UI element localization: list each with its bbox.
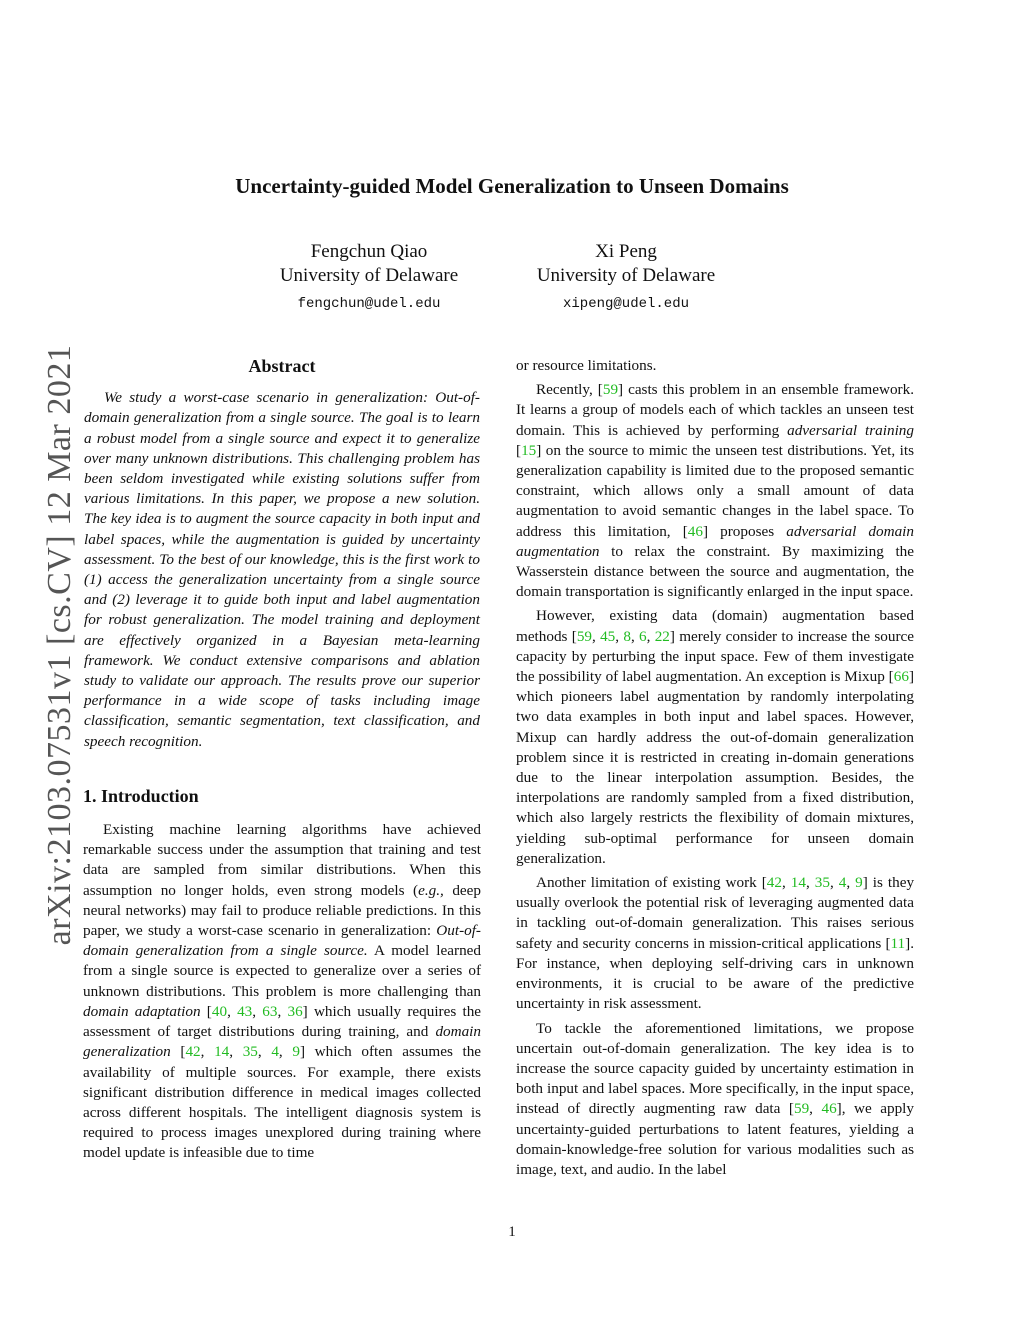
author-email: fengchun@udel.edu [297, 296, 441, 312]
citation-link[interactable]: 8 [623, 627, 631, 645]
citation-link[interactable]: 9 [292, 1043, 300, 1061]
citation-link[interactable]: 35 [814, 874, 830, 892]
author-block [516, 240, 736, 316]
citation-link[interactable]: 6 [639, 627, 647, 645]
citation-link[interactable]: 59 [793, 1100, 810, 1118]
intro-paragraph: Existing machine learning algorithms have achieved remarkable success under the assumption that training and test data are sampled from similar distributions. When this assumption no longer holds, even strong models (e.g., deep neural networks) may fail to produce reliable predictions. In this paper, we study a worst-case scenario in generalization: Out-of-domain generalization from a single source. A model learned from a single source is expected to generalize over a series of unknown distributions. This problem is more challenging than domain adaptation [40, 43, 63, 36] which usually requires the assessment of target distributions during training, and domain generalization [42, 14, 35, 4, 9] which often assumes the availability of multiple sources. For example, there exists significant distribution difference in medical images collected across different hospitals. The intelligent diagnosis system is required to process images unexplored during training where model update is infeasible due to time [83, 821, 482, 1162]
citation-link[interactable]: 59 [602, 381, 619, 399]
right-column [516, 356, 914, 1180]
paragraph: To tackle the aforementioned limitations, we propose uncertain out-of-domain generalization. The key idea is to increase the source capacity guided by uncertainty estimation in both input and label spaces. More specifically, in the input space, instead of directly augmenting raw data [59, 46], we apply uncertainty-guided perturbations to latent features, yielding a domain-knowledge-free solution for various modalities such as image, text, and audio. In the label [516, 1019, 914, 1178]
citation-link[interactable]: 14 [214, 1043, 230, 1061]
citation-link[interactable]: 9 [855, 874, 863, 892]
citation-link[interactable]: 59 [576, 627, 592, 645]
citation-link[interactable]: 35 [242, 1043, 258, 1061]
citation-link[interactable]: 40 [211, 1002, 228, 1020]
author-block [254, 240, 484, 316]
paragraph: Another limitation of existing work [42, 14, 35, 4, 9] is they usually overlook the potential risk of leveraging augmented data in tackling out-of-domain generalization. This raises serious safety and security concerns in mission-critical applications [11]. For instance, when deploying self-driving cars in unknown environments, it is crucial to be aware of the predictive uncertainty in risk assessment. [516, 874, 915, 1013]
abstract-heading: Abstract [248, 356, 316, 376]
author-affiliation: University of Delaware [279, 265, 459, 286]
citation-link[interactable]: 42 [185, 1043, 201, 1061]
paragraph: However, existing data (domain) augmentation based methods [59, 45, 8, 6, 22] merely consider to increase the source capacity by perturbing the input space. Few of them investigate the possibility of label augmentation. An exception is Mixup [66] which pioneers label augmentation by randomly interpolating two data examples in both input and label spaces. However, Mixup can hardly address the out-of-domain generalization problem since it is restricted in creating in-domain generations due to the linear interpolation assumption. Besides, the interpolations are randomly sampled from a fixed distribution, which also largely restricts the flexibility of domain mixtures, yielding sub-optimal performance for unseen domain generalization. [516, 607, 914, 867]
citation-link[interactable]: 46 [687, 522, 703, 540]
left-column [83, 356, 481, 1164]
citation-link[interactable]: 45 [600, 627, 616, 645]
author-name: Xi Peng [595, 241, 657, 262]
paragraph: Recently, [59] casts this problem in an ensemble framework. It learns a group of models each of which tackles an unseen test domain. This is achieved by performing adversarial training [15] on the source to mimic the unseen test distributions. Yet, its generalization capability is limited due to the proposed semantic constraint, which allows only a small amount of data augmentation to avoid semantic changes in the label space. To address this limitation, [46] proposes adversarial domain augmentation to relax the constraint. By maximizing the Wasserstein distance between the source and augmentation, the domain transportation is significantly enlarged in the input space. [516, 381, 914, 601]
citation-link[interactable]: 4 [838, 874, 847, 892]
author-name: Fengchun Qiao [310, 241, 428, 262]
citation-link[interactable]: 36 [287, 1002, 303, 1020]
author-affiliation: University of Delaware [536, 265, 716, 286]
citation-link[interactable]: 11 [890, 934, 906, 952]
abstract-text: We study a worst-case scenario in generalization: Out-of-domain generalization from a single source. The goal is to learn a robust model from a single source and expect it to generalize over many unknown distributions. This challenging problem has been seldom investigated while existing solutions suffer from various limitations. In this paper, we propose a new solution. The key idea is to augment the source capacity in both input and label spaces, while the augmentation is guided by uncertainty assessment. To the best of our knowledge, this is the first work to (1) access the generalization uncertainty from a single source and (2) leverage it to guide both input and label augmentation for robust generalization. The model training and deployment are effectively organized in a Bayesian meta-learning framework. We conduct extensive comparisons and ablation study to validate our approach. The results prove our superior performance in a wide scope of tasks including image classification, semantic segmentation, text classification, and speech recognition. [84, 389, 480, 750]
section-heading: 1. Introduction [83, 785, 199, 806]
citation-link[interactable]: 22 [654, 627, 670, 645]
arxiv-identifier: arXiv:2103.07531v1 [cs.CV] 12 Mar 2021 [41, 344, 78, 946]
citation-link[interactable]: 63 [262, 1002, 278, 1020]
citation-link[interactable]: 4 [271, 1043, 279, 1061]
citation-link[interactable]: 15 [521, 441, 537, 459]
paper-title: Uncertainty-guided Model Generalization to Unseen Domains [235, 174, 789, 198]
author-email: xipeng@udel.edu [562, 296, 690, 312]
paragraph: or resource limitations. [516, 357, 657, 374]
citation-link[interactable]: 43 [237, 1002, 253, 1020]
citation-link[interactable]: 14 [790, 874, 806, 892]
citation-link[interactable]: 66 [893, 668, 909, 686]
citation-link[interactable]: 42 [766, 874, 782, 892]
page-number: 1 [508, 1224, 516, 1240]
citation-link[interactable]: 46 [821, 1100, 837, 1118]
